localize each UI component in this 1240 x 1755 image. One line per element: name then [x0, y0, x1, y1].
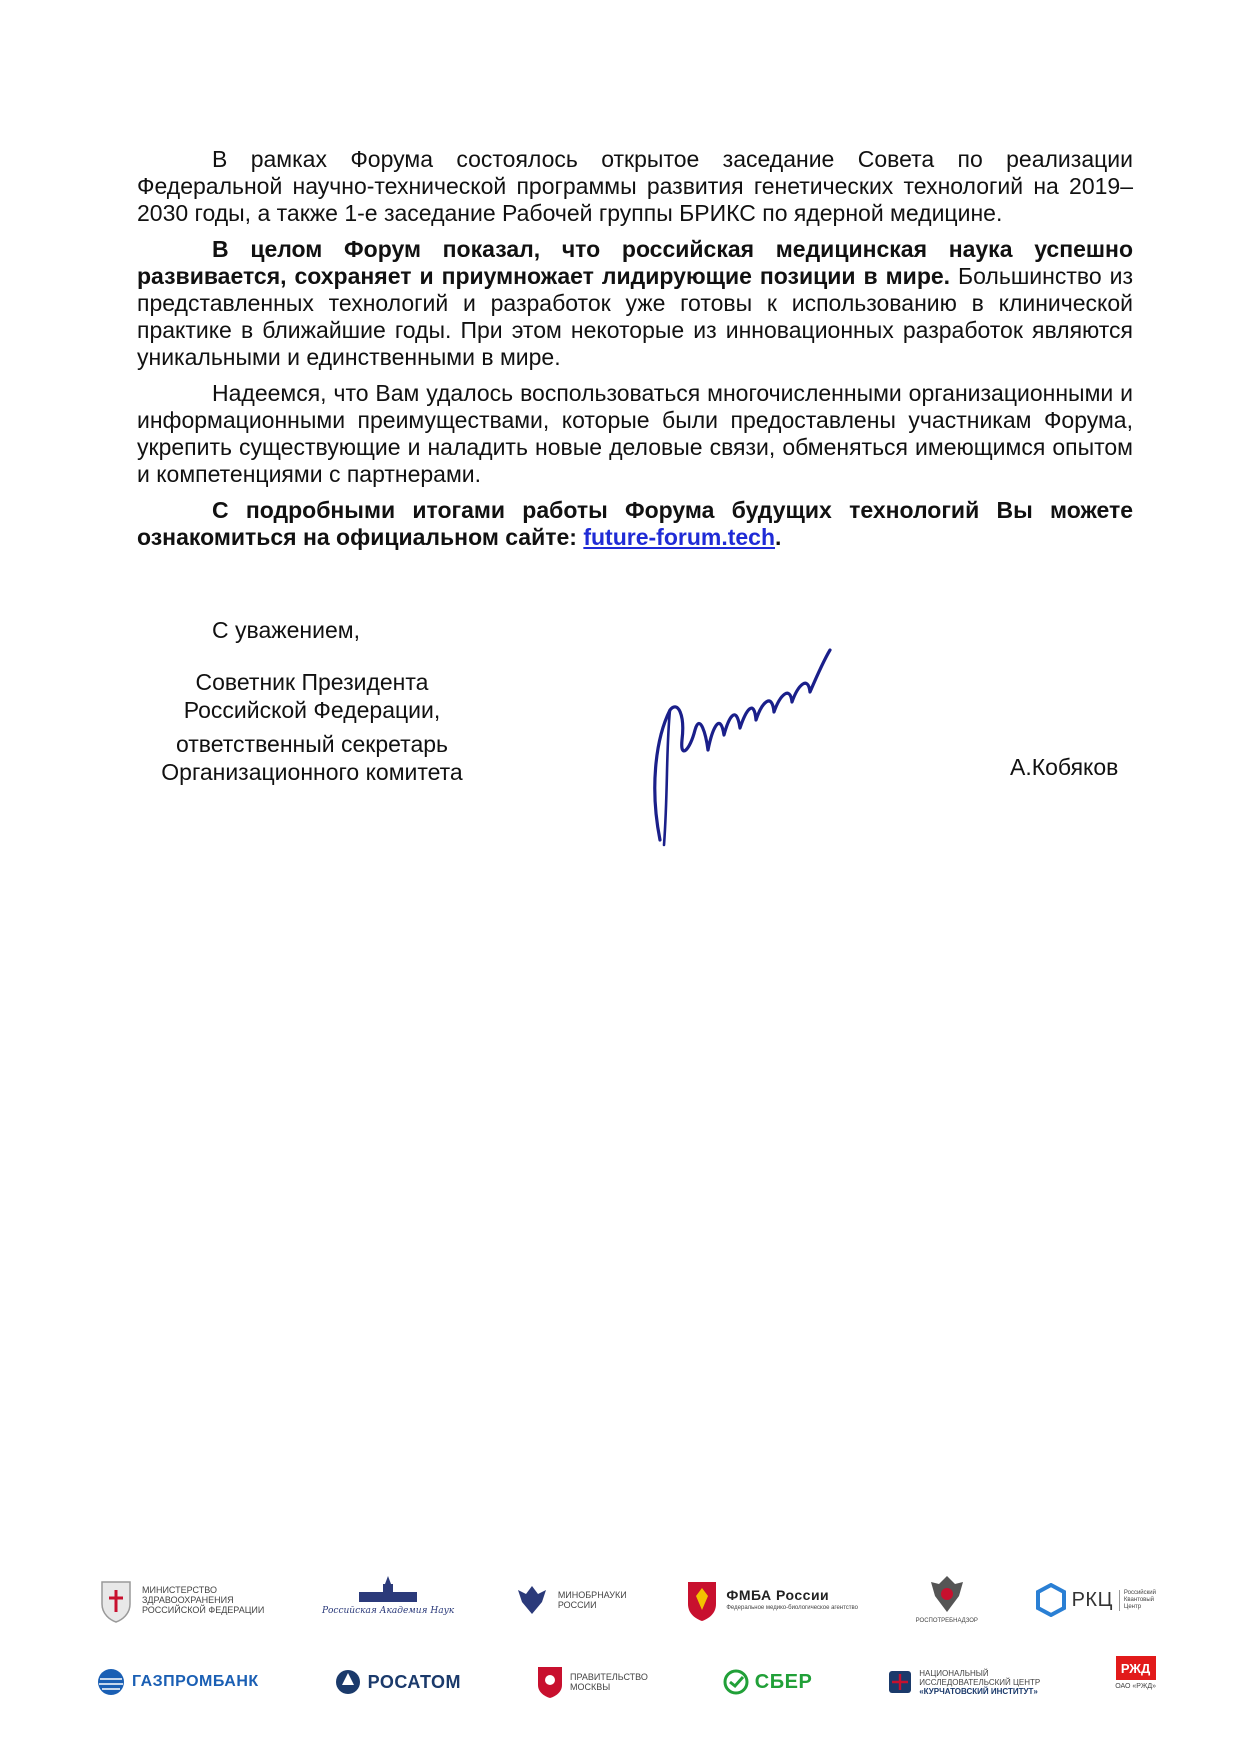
fmba-line-2: Федеральное медико-биологическое агентство: [726, 1605, 859, 1611]
logo-kurchatov: [887, 1656, 1040, 1708]
kurchatov-emblem-icon: [887, 1669, 913, 1695]
logo-rkc: [1036, 1574, 1156, 1626]
logo-row-2: [96, 1652, 1156, 1712]
paragraph-website-end: .: [775, 524, 782, 550]
ran-line-1: Российская Академия Наук: [321, 1606, 455, 1616]
rosatom-atom-icon: [334, 1668, 362, 1696]
minzdrav-line-1: МИНИСТЕРСТВО: [142, 1585, 217, 1595]
rkc-line-1: РКЦ: [1071, 1588, 1113, 1611]
rzd-line-2: ОАО «РЖД»: [1115, 1683, 1156, 1690]
minzdrav-line-2: ЗДРАВООХРАНЕНИЯ: [142, 1595, 234, 1605]
minobrnauki-line-1: МИНОБРНАУКИ: [557, 1590, 627, 1600]
rkc-hexagon-icon: [1036, 1583, 1066, 1617]
logo-rospotrebnadzor: [916, 1574, 978, 1626]
logo-row-1: [96, 1570, 1156, 1630]
paragraph-website: [137, 497, 1133, 551]
fmba-emblem-icon: [684, 1578, 720, 1622]
rzd-line-1: РЖД: [1116, 1656, 1156, 1680]
fmba-line-1: ФМБА России: [726, 1587, 830, 1603]
paragraph-website-text: С подробными итогами работы Форума будущих технологий Вы можете ознакомиться на официальном сайте:: [137, 497, 1133, 550]
kurchatov-line-3: «КУРЧАТОВСКИЙ ИНСТИТУТ»: [919, 1686, 1038, 1696]
sber-check-icon: [723, 1669, 749, 1695]
gazprombank-globe-icon: [96, 1667, 126, 1697]
logo-minzdrav: [96, 1574, 264, 1626]
paragraph-forum-results: [137, 236, 1133, 371]
logo-moscow-government: [536, 1656, 648, 1708]
logo-ran: [322, 1574, 454, 1626]
role-line-1: Советник Президента: [195, 669, 429, 695]
sber-line-1: СБЕР: [754, 1670, 813, 1693]
logo-rzd: [1115, 1656, 1156, 1708]
moscow-line-1: ПРАВИТЕЛЬСТВО: [569, 1672, 648, 1682]
moscow-coat-of-arms-icon: [536, 1665, 564, 1699]
rkc-line-2: Российский: [1123, 1589, 1156, 1596]
signatory-name: А.Кобяков: [1010, 754, 1119, 780]
logo-sber: [723, 1656, 813, 1708]
paragraph-forum-results-bold: В целом Форум показал, что российская медицинская наука успешно развивается, сохраняет и приумножает лидирующие позиции в мире.: [137, 236, 1133, 289]
paragraph-forum-results-rest: Большинство из представленных технологий и разработок уже готовы к использованию в клинической практике в ближайшие годы. При этом некоторые из инновационных разработок являются уникальными и единственными в мире.: [137, 263, 1134, 370]
letter-body: [137, 146, 1133, 560]
minzdrav-line-3: РОССИЙСКОЙ ФЕДЕРАЦИИ: [142, 1605, 265, 1615]
paragraph-forum-sessions: В рамках Форума состоялось открытое заседание Совета по реализации Федеральной научно-технической программы развития генетических технологий на 2019–2030 годы, а также 1-е заседание Рабочей группы БРИКС по ядерной медицине.: [137, 146, 1133, 226]
logo-gazprombank: [96, 1656, 259, 1708]
kurchatov-line-2: ИССЛЕДОВАТЕЛЬСКИЙ ЦЕНТР: [919, 1677, 1041, 1687]
paragraph-hope: Надеемся, что Вам удалось воспользоваться многочисленными организационными и информационными преимуществами, которые были предоставлены участникам Форума, укрепить существующие и наладить новые деловые связи, обменяться имеющимся опытом и компетенциями с партнерами.: [137, 380, 1133, 487]
partner-logos: [96, 1570, 1156, 1734]
website-link[interactable]: future-forum.tech: [583, 524, 776, 550]
academy-building-icon: [353, 1574, 423, 1604]
rosatom-line-1: РОСАТОМ: [367, 1671, 462, 1692]
role-line-2: Российской Федерации,: [183, 697, 441, 723]
rkc-line-3: Квантовый: [1123, 1596, 1155, 1603]
gazprombank-line-1: ГАЗПРОМБАНК: [132, 1673, 259, 1690]
role-line-3: ответственный секретарь: [175, 731, 449, 757]
logo-fmba: [684, 1574, 858, 1626]
kurchatov-line-1: НАЦИОНАЛЬНЫЙ: [919, 1668, 989, 1678]
logo-rosatom: [334, 1656, 461, 1708]
signatory-role: [137, 668, 487, 792]
rkc-line-4: Центр: [1123, 1603, 1142, 1610]
rospotrebnadzor-emblem-icon: [929, 1574, 965, 1614]
double-headed-eagle-icon: [512, 1580, 552, 1620]
handwritten-signature: [640, 640, 860, 860]
coat-of-arms-icon: [96, 1576, 136, 1624]
logo-minobrnauki: [512, 1574, 627, 1626]
role-line-4: Организационного комитета: [161, 759, 463, 785]
rospotrebnadzor-line-1: РОСПОТРЕБНАДЗОР: [915, 1618, 978, 1624]
minobrnauki-line-2: РОССИИ: [557, 1600, 597, 1610]
moscow-line-2: МОСКВЫ: [569, 1682, 611, 1692]
closing-greeting: С уважением,: [212, 617, 360, 643]
